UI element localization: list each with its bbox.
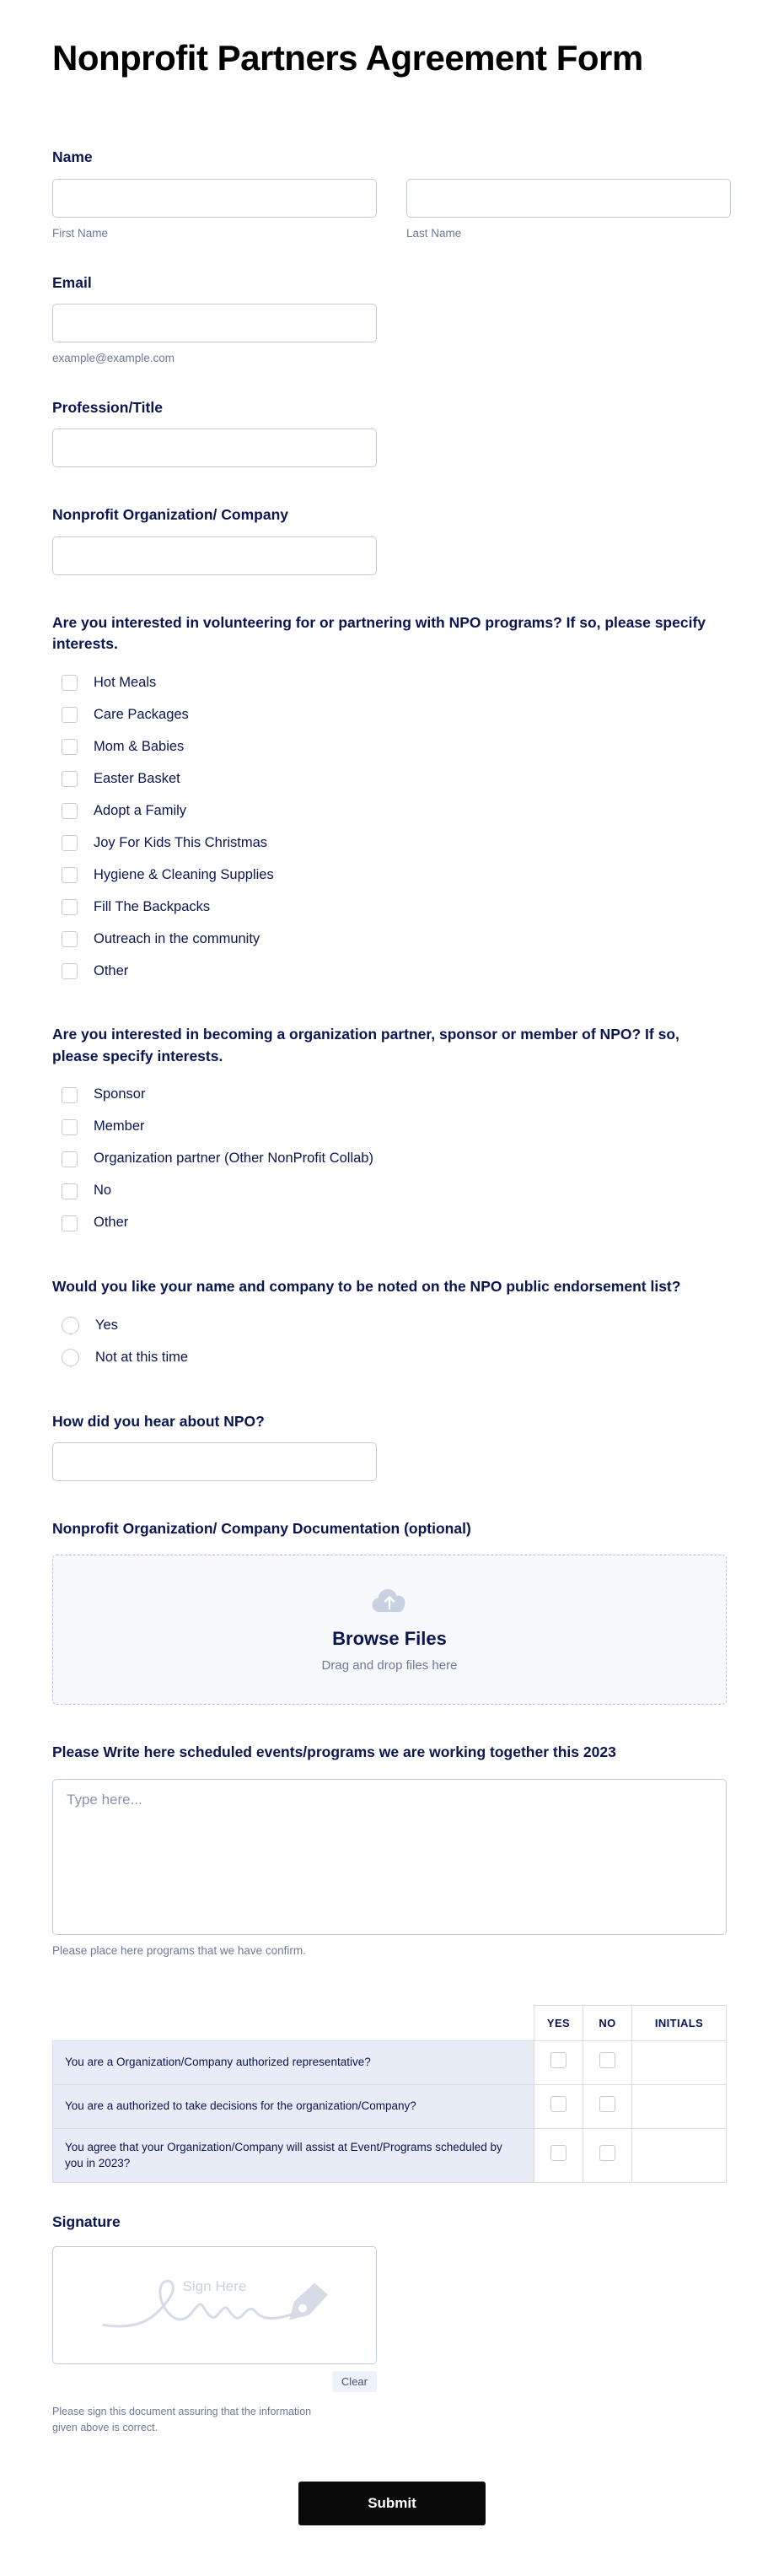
matrix-yes-cell[interactable] [534, 2040, 583, 2084]
table-row [53, 2128, 727, 2182]
matrix-corner-cell [53, 2005, 534, 2040]
email-field-group [52, 272, 732, 367]
checkbox-option-label: Easter Basket [94, 770, 180, 786]
checkbox-option[interactable] [52, 923, 732, 955]
organization-input[interactable] [52, 536, 377, 575]
agreement-matrix-table [52, 2005, 727, 2183]
hear-about-input[interactable] [52, 1442, 377, 1481]
radio-option-label: Yes [95, 1317, 118, 1333]
matrix-initials-cell[interactable] [632, 2040, 727, 2084]
name-label: Name [52, 148, 93, 166]
page-title: Nonprofit Partners Agreement Form [52, 38, 643, 78]
profession-input[interactable] [52, 428, 377, 467]
checkbox-option[interactable] [52, 1111, 732, 1143]
matrix-statement: You are a authorized to take decisions for the organization/Company? [53, 2084, 534, 2128]
profession-label: Profession/Title [52, 398, 163, 416]
checkbox-option-label: Sponsor [94, 1086, 146, 1102]
checkbox-option-label: Adopt a Family [94, 802, 187, 818]
checkbox-icon[interactable] [62, 771, 78, 787]
profession-field-group [52, 397, 732, 467]
checkbox-option[interactable] [52, 763, 732, 795]
checkbox-icon[interactable] [62, 1183, 78, 1199]
signature-label: Signature [52, 2212, 121, 2230]
checkbox-icon[interactable] [62, 1215, 78, 1231]
checkbox-icon[interactable] [599, 2096, 615, 2112]
checkbox-option-label: Member [94, 1118, 145, 1134]
signature-placeholder: Sign Here [182, 2278, 247, 2295]
checkbox-icon[interactable] [62, 1119, 78, 1135]
checkbox-option-label: Mom & Babies [94, 738, 185, 754]
checkbox-icon[interactable] [62, 1151, 78, 1167]
name-field-group [52, 147, 732, 241]
organization-field-group [52, 504, 732, 574]
checkbox-option-label: Other [94, 962, 129, 978]
last-name-input[interactable] [406, 179, 731, 218]
signature-scribble-icon [89, 2261, 341, 2350]
email-hint: example@example.com [52, 352, 175, 365]
checkbox-icon[interactable] [62, 1087, 78, 1103]
matrix-yes-cell[interactable] [534, 2128, 583, 2182]
checkbox-option-label: Organization partner (Other NonProfit Collab) [94, 1151, 373, 1167]
checkbox-icon[interactable] [550, 2096, 567, 2112]
checkbox-option[interactable] [52, 955, 732, 987]
volunteer-options-list [52, 666, 732, 987]
endorsement-question-label: Would you like your name and company to be noted on the NPO public endorsement list? [52, 1278, 681, 1296]
checkbox-option[interactable] [52, 795, 732, 827]
checkbox-option-label: Other [94, 1215, 129, 1231]
checkbox-icon[interactable] [62, 707, 78, 723]
matrix-col-initials: INITIALS [632, 2005, 727, 2040]
checkbox-option[interactable] [52, 666, 732, 698]
checkbox-option-label: Hygiene & Cleaning Supplies [94, 866, 274, 882]
events-textarea-input[interactable] [52, 1779, 727, 1935]
checkbox-option[interactable] [52, 1207, 732, 1239]
matrix-initials-cell[interactable] [632, 2128, 727, 2182]
table-row [53, 2084, 727, 2128]
volunteer-question-group [52, 612, 732, 988]
signature-group [52, 2212, 732, 2436]
endorsement-question-group [52, 1276, 732, 1373]
events-textarea-label: Please Write here scheduled events/programs we are working together this 2023 [52, 1743, 616, 1761]
checkbox-icon[interactable] [62, 739, 78, 755]
volunteer-question-label: Are you interested in volunteering for or partnering with NPO programs? If so, please specify interests. [52, 613, 706, 653]
radio-option[interactable] [52, 1342, 732, 1374]
checkbox-icon[interactable] [62, 675, 78, 691]
checkbox-icon[interactable] [599, 2052, 615, 2068]
matrix-no-cell[interactable] [583, 2128, 632, 2182]
browse-files-label[interactable]: Browse Files [332, 1628, 447, 1650]
organization-label: Nonprofit Organization/ Company [52, 506, 288, 524]
submit-row [52, 2482, 732, 2525]
last-name-col [406, 179, 731, 242]
checkbox-option-label: Fill The Backpacks [94, 898, 211, 914]
cloud-upload-icon [371, 1587, 408, 1618]
checkbox-icon[interactable] [62, 899, 78, 915]
checkbox-option-label: No [94, 1183, 112, 1199]
drag-drop-hint: Drag and drop files here [321, 1658, 458, 1673]
checkbox-icon[interactable] [62, 963, 78, 979]
checkbox-option[interactable] [52, 1079, 732, 1111]
last-name-hint: Last Name [406, 226, 462, 240]
hear-about-field-group [52, 1411, 732, 1481]
partner-question-group [52, 1024, 732, 1239]
checkbox-option[interactable] [52, 827, 732, 859]
email-input[interactable] [52, 304, 377, 342]
hear-about-label: How did you hear about NPO? [52, 1412, 265, 1430]
radio-option[interactable] [52, 1310, 732, 1342]
endorsement-options-list [52, 1310, 732, 1374]
matrix-no-cell[interactable] [583, 2084, 632, 2128]
clear-signature-button[interactable]: Clear [332, 2371, 377, 2392]
checkbox-option[interactable] [52, 1143, 732, 1175]
checkbox-icon[interactable] [599, 2145, 615, 2161]
checkbox-icon[interactable] [62, 803, 78, 819]
file-upload-dropzone[interactable] [52, 1555, 727, 1705]
checkbox-option[interactable] [52, 1175, 732, 1207]
signature-clear-row [52, 2371, 377, 2392]
radio-option-label: Not at this time [95, 1349, 189, 1365]
partner-question-label: Are you interested in becoming a organization partner, sponsor or member of NPO? If so, please specify interests. [52, 1026, 679, 1064]
checkbox-icon[interactable] [62, 835, 78, 851]
events-textarea-group [52, 1742, 732, 1959]
email-label: Email [52, 273, 92, 291]
partner-options-list [52, 1079, 732, 1239]
checkbox-option[interactable] [52, 891, 732, 923]
checkbox-option[interactable] [52, 698, 732, 730]
checkbox-option[interactable] [52, 859, 732, 891]
matrix-statement: You are a Organization/Company authorized representative? [53, 2040, 534, 2084]
events-textarea-hint: Please place here programs that we have confirm. [52, 1943, 306, 1957]
first-name-input[interactable] [52, 179, 377, 218]
checkbox-option[interactable] [52, 730, 732, 763]
checkbox-option-label: Joy For Kids This Christmas [94, 834, 267, 850]
checkbox-icon[interactable] [62, 931, 78, 947]
name-row [52, 179, 732, 242]
signature-hint: Please sign this document assuring that the information given above is correct. [52, 2406, 312, 2433]
first-name-hint: First Name [52, 226, 109, 240]
first-name-col [52, 179, 377, 242]
documentation-upload-group [52, 1518, 732, 1705]
matrix-yes-cell[interactable] [534, 2084, 583, 2128]
matrix-initials-cell[interactable] [632, 2084, 727, 2128]
signature-pad[interactable] [52, 2246, 377, 2364]
submit-button[interactable]: Submit [298, 2482, 486, 2525]
matrix-header-row [53, 2005, 727, 2040]
radio-icon[interactable] [62, 1317, 79, 1334]
checkbox-icon[interactable] [62, 867, 78, 883]
documentation-upload-label: Nonprofit Organization/ Company Documentation (optional) [52, 1519, 471, 1537]
matrix-col-yes: YES [534, 2005, 583, 2040]
checkbox-option-label: Hot Meals [94, 674, 157, 690]
checkbox-option-label: Outreach in the community [94, 930, 260, 946]
checkbox-option-label: Care Packages [94, 706, 189, 722]
checkbox-icon[interactable] [550, 2052, 567, 2068]
matrix-col-no: NO [583, 2005, 632, 2040]
checkbox-icon[interactable] [550, 2145, 567, 2161]
matrix-no-cell[interactable] [583, 2040, 632, 2084]
table-row [53, 2040, 727, 2084]
matrix-statement: You agree that your Organization/Company will assist at Event/Programs scheduled by you in 2023? [53, 2128, 534, 2182]
radio-icon[interactable] [62, 1349, 79, 1366]
